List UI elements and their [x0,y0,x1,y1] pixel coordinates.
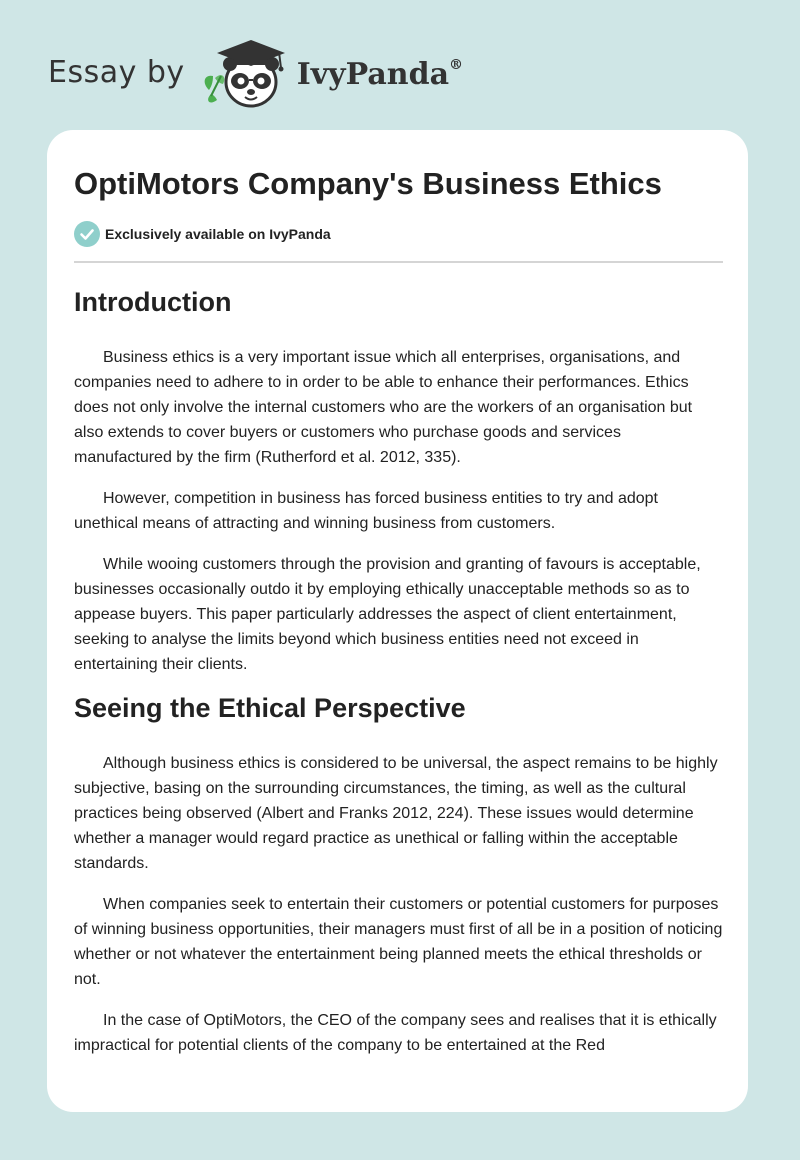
exclusive-badge-label: Exclusively available on IvyPanda [105,226,331,242]
paragraph: Business ethics is a very important issue which all enterprises, organisations, and companies need to adhere to in order to be able to enhance their performances. Ethics does not only involve the internal customers who are the workers of an organisation but also extends to cover buyers or customers who purchase goods and services manufactured by the firm (Rutherford et al. 2012, 335). [74,349,693,466]
essay-card [47,130,748,1112]
registered-mark: ® [449,56,464,73]
section-heading-introduction: Introduction [74,287,232,317]
section-heading-ethical-perspective: Seeing the Ethical Perspective [74,693,466,723]
check-circle-icon [74,221,100,247]
site-header [48,36,463,108]
essay-by-label: Essay by [48,54,185,90]
paragraph: However, competition in business has forced business entities to try and adopt unethical means of attracting and winning business from customers. [74,490,658,532]
paragraph: When companies seek to entertain their customers or potential customers for purposes of winning business opportunities, their managers must first of all be in a position of noticing whether or not whatever the entertainment being planned meets the ethical thresholds or not. [74,896,723,988]
paragraph: While wooing customers through the provision and granting of favours is acceptable, businesses occasionally outdo it by employing ethically unacceptable methods so as to appease buyers. This paper particularly addresses the aspect of client entertainment, seeking to analyse the limits beyond which business entities need not exceed in entertaining their clients. [74,556,701,673]
brand-name[interactable]: IvyPanda® [296,56,464,92]
exclusive-badge [74,221,331,247]
panda-logo-icon[interactable] [199,36,291,108]
page-title: OptiMotors Company's Business Ethics [74,166,662,201]
article-body [74,282,723,1058]
paragraph: In the case of OptiMotors, the CEO of the company sees and realises that it is ethically impractical for potential clients of the company to be entertained at the Red [74,1012,717,1054]
paragraph: Although business ethics is considered to be universal, the aspect remains to be highly subjective, basing on the surrounding circumstances, the timing, as well as the cultural practices being observed (Albert and Franks 2012, 224). These issues would determine whether a manager would regard practice as unethical or falling within the acceptable standards. [74,755,718,872]
divider [74,261,723,263]
